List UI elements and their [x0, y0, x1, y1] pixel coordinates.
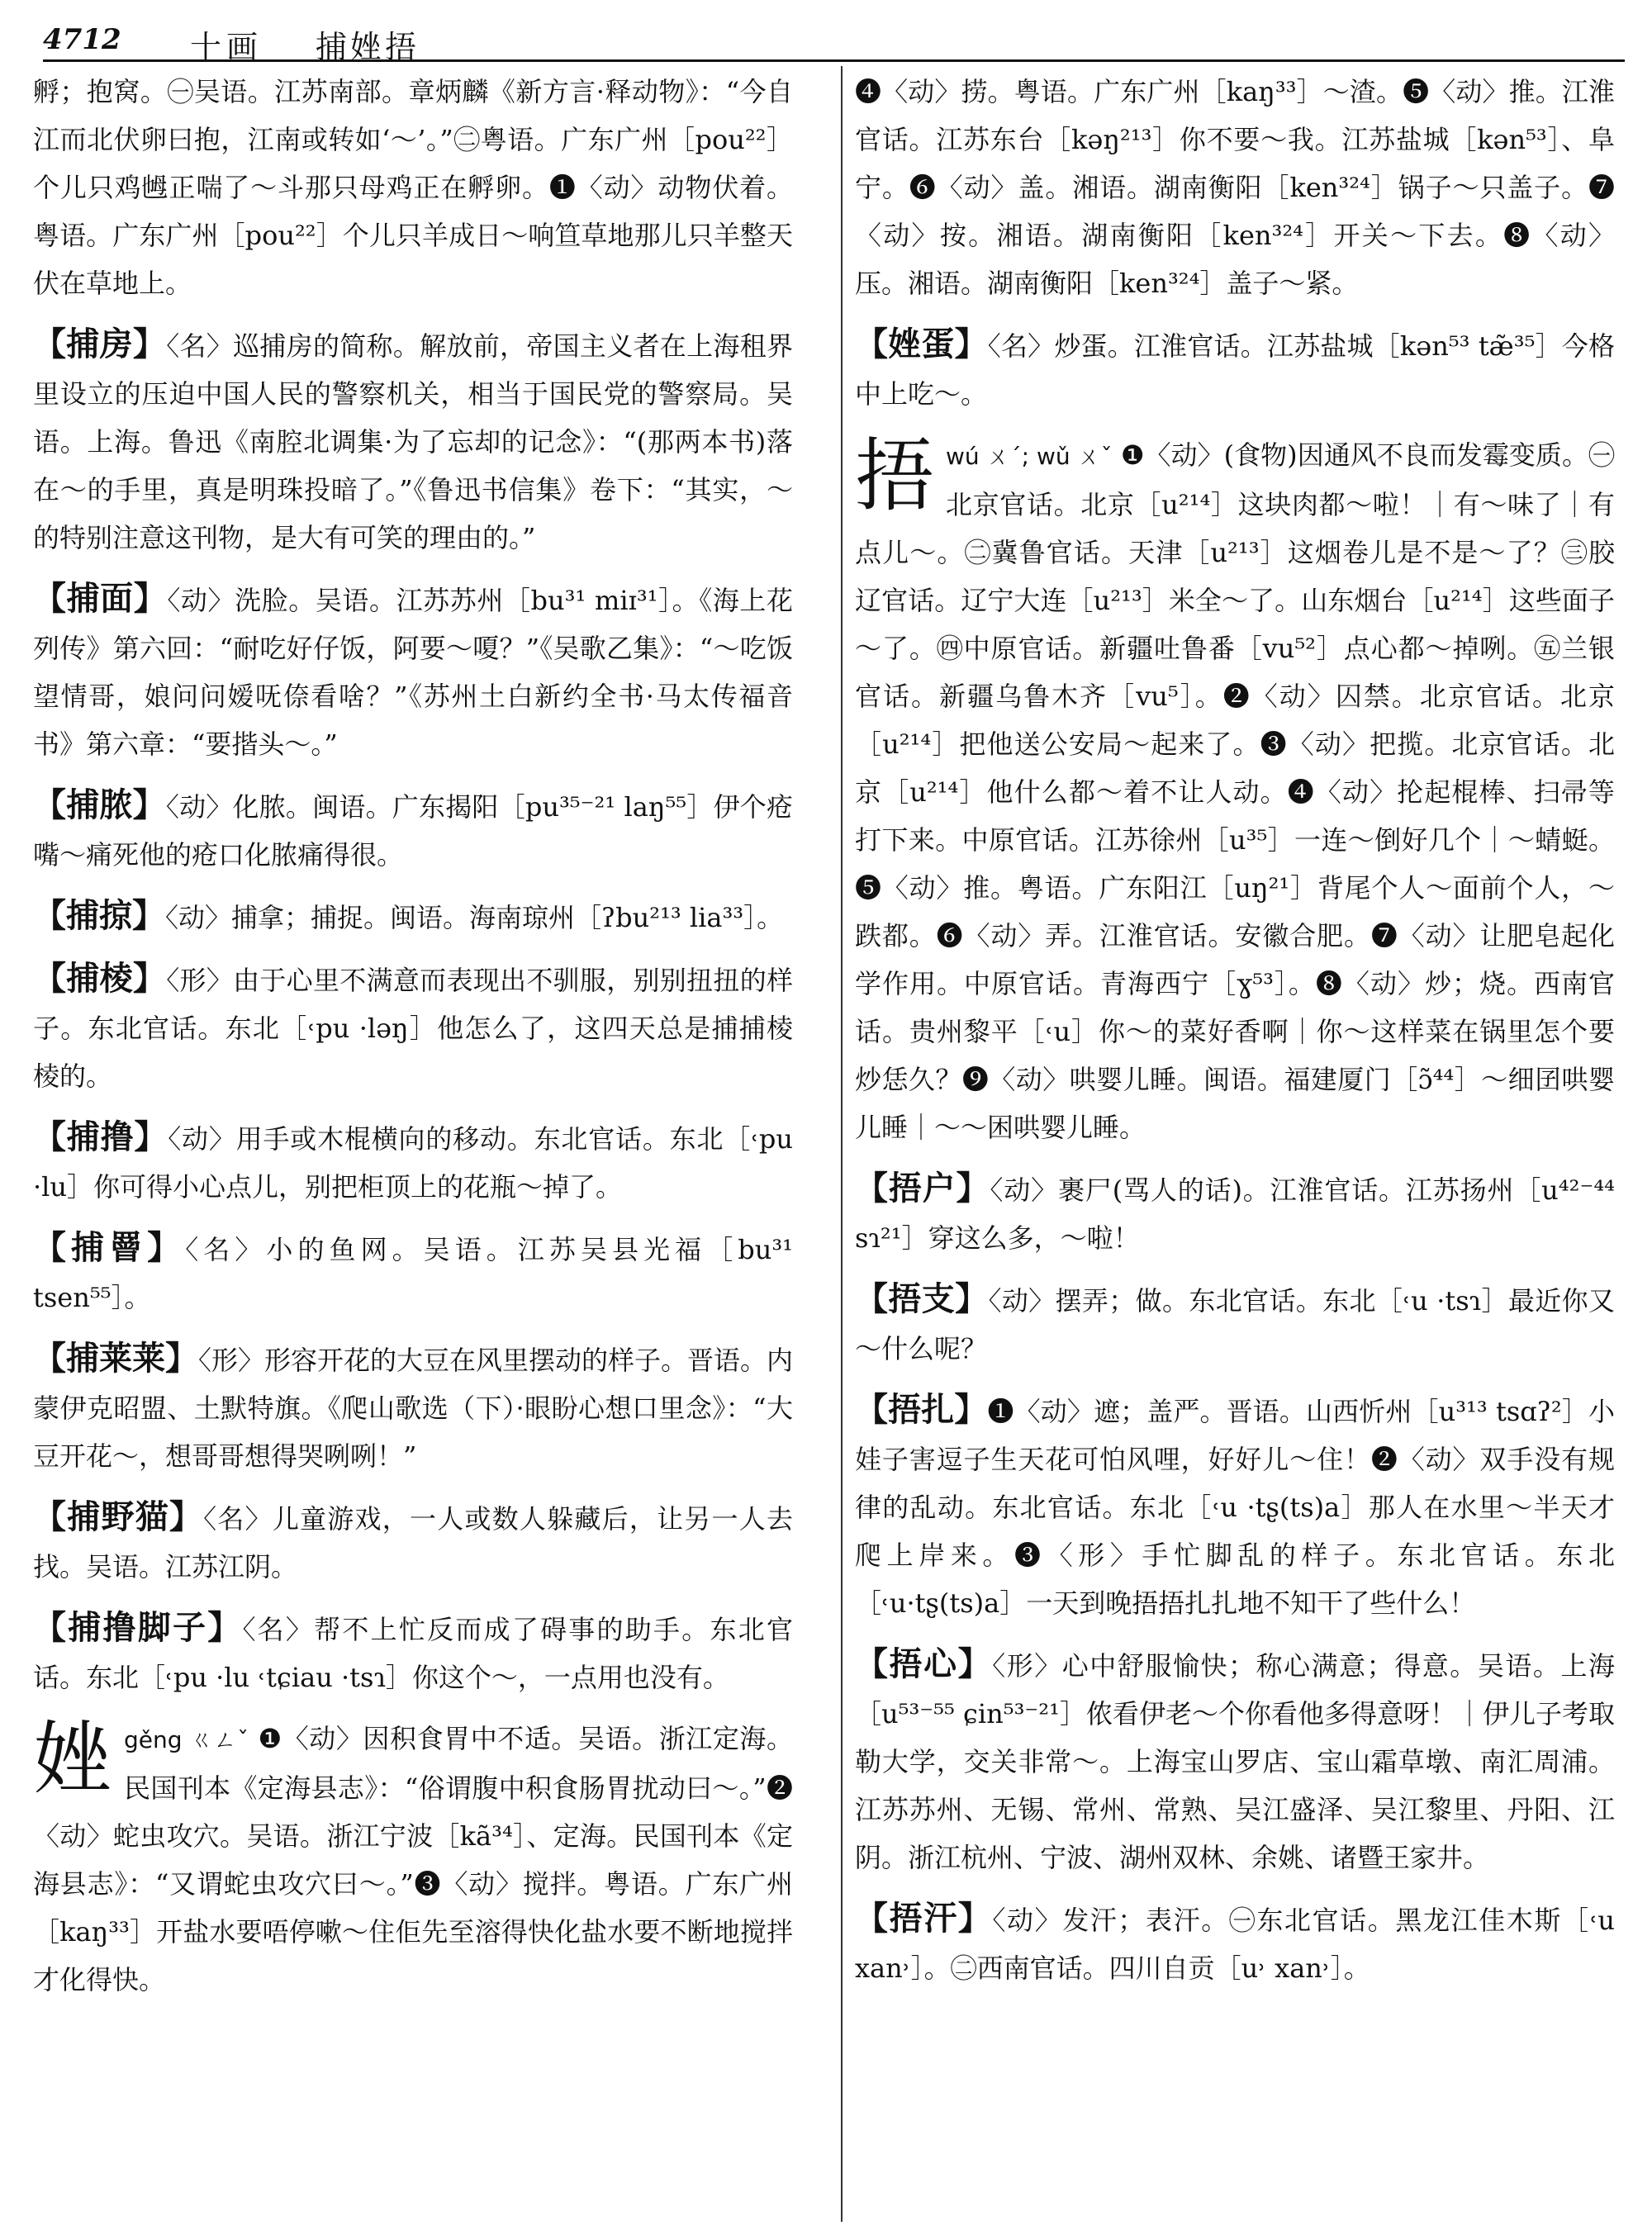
entry-headword: 【捂汗】 — [855, 1899, 993, 1938]
entry-definition: ❶〈动〉(食物)因通风不良而发霉变质。㊀北京官话。北京［u²¹⁴］这块肉都～啦！｜有～味了｜有点儿～。㊁冀鲁官话。天津［u²¹³］这烟卷儿是不是～了？㊂胶辽官话。辽宁大连［u²¹³］米全～了。山东烟台［u²¹⁴］这些面子～了。㊃中原官话。新疆吐鲁番［vu⁵²］点心都～掉咧。㊄兰银官话。新疆乌鲁木齐［vu⁵］。❷〈动〉囚禁。北京官话。北京［u²¹⁴］把他送公安局～起来了。❸〈动〉把揽。北京官话。北京［u²¹⁴］他什么都～着不让人动。❹〈动〉抡起棍棒、扫帚等打下来。中原官话。江苏徐州［u³⁵］一连～倒好几个｜～蜻蜓。❺〈动〉推。粤语。广东阳江［uŋ²¹］背尾个人～面前个人，～跌都。❻〈动〉弄。江淮官话。安徽合肥。❼〈动〉让肥皂起化学作用。中原官话。青海西宁［ɣ⁵³］。❽〈动〉炒；烧。西南官话。贵州黎平［˓u］你～的菜好香啊｜你～这样菜在锅里怎个要炒恁久？❾〈动〉哄婴儿睡。闽语。福建厦门［ɔ̃⁴⁴］～细囝哄婴儿睡｜～～困哄婴儿睡。 — [855, 439, 1615, 1143]
entry-definition: ❶〈动〉遮；盖严。晋语。山西忻州［u³¹³ tsɑʔ²］小娃子害逗子生天花可怕风哩，好好儿～住！❷〈动〉双手没有规律的乱动。东北官话。东北［˓u ·tʂ(ts)a］那人在水里～半天才爬上岸来。❸〈形〉手忙脚乱的样子。东北官话。东北［˓u·tʂ(ts)a］一天到晚捂捂扎扎地不知干了些什么！ — [855, 1396, 1615, 1619]
entry-headword: 【捂支】 — [855, 1279, 989, 1318]
entry — [855, 1275, 1615, 1373]
head-character: 㛗 — [33, 1713, 112, 1805]
right-column — [855, 68, 1615, 2215]
entry-definition: 〈名〉小的鱼网。吴语。江苏吴县光福［bu³¹ tsen⁵⁵］。 — [33, 1234, 793, 1313]
entry-headword: 【捕脓】 — [33, 785, 166, 824]
character-entry — [33, 1715, 793, 2004]
head-character: 捂 — [855, 429, 934, 522]
entry — [855, 1165, 1615, 1262]
entry-definition: 〈形〉由于心里不满意而表现出不驯服，别别扭扭的样子。东北官话。东北［˓pu ·ləŋ］他怎么了，这四天总是捕捕棱棱的。 — [33, 965, 793, 1092]
entry-definition: 〈名〉儿童游戏，一人或数人躲藏后，让另一人去找。吴语。江苏江阴。 — [33, 1503, 793, 1582]
entry-headword: 【捕撸脚子】 — [33, 1608, 243, 1647]
entry-definition: 〈动〉化脓。闽语。广东揭阳［pu³⁵⁻²¹ laŋ⁵⁵］伊个疮嘴～痛死他的疮口化脓痛得很。 — [33, 791, 793, 871]
entry-headword: 【捕罾】 — [33, 1228, 186, 1267]
entry-headword: 【捕棱】 — [33, 959, 167, 998]
entry-definition: 〈动〉摆弄；做。东北官话。东北［˓u ·tsɿ］最近你又～什么呢？ — [855, 1285, 1615, 1364]
entry — [33, 575, 793, 768]
entry-headword: 【捕掠】 — [33, 896, 165, 935]
entry-headword: 【捕撸】 — [33, 1117, 169, 1156]
entry-definition: 〈形〉心中舒服愉快；称心满意；得意。吴语。上海［u⁵³⁻⁵⁵ ɕin⁵³⁻²¹］侬看伊老～个你看他多得意呀！｜伊儿子考取勒大学，交关非常～。上海宝山罗店、宝山霜草墩、南汇周浦。江苏苏州、无锡、常州、常熟、吴江盛泽、吴江黎里、丹阳、江阴。浙江杭州、宁波、湖州双林、余姚、诸暨王家井。 — [855, 1650, 1615, 1873]
pronunciation: wú ㄨˊ; wǔ ㄨˇ — [946, 443, 1113, 470]
column-divider — [841, 66, 843, 2222]
header-rule — [43, 59, 1625, 62]
entry — [33, 781, 793, 879]
pronunciation: gěng ㄍㄥˇ — [124, 1726, 249, 1753]
entry-headword: 【捕莱莱】 — [33, 1339, 198, 1378]
character-entry — [855, 431, 1615, 1151]
entry — [33, 1224, 793, 1321]
entry-definition: 〈动〉裹尸(骂人的话)。江淮官话。江苏扬州［u⁴²⁻⁴⁴ sɿ²¹］穿这么多，～啦！ — [855, 1174, 1615, 1254]
entry-continuation: ❹〈动〉捞。粤语。广东广州［kaŋ³³］～渣。❺〈动〉推。江淮官话。江苏东台［kəŋ²¹³］你不要～我。江苏盐城［kən⁵³］、阜宁。❻〈动〉盖。湘语。湖南衡阳［ken³²⁴］锅子～只盖子。❼〈动〉按。湘语。湖南衡阳［ken³²⁴］开关～下去。❽〈动〉压。湘语。湖南衡阳［ken³²⁴］盖子～紧。 — [855, 76, 1615, 299]
entry-headword: 【捂心】 — [855, 1644, 993, 1683]
entry — [855, 1640, 1615, 1881]
entry — [33, 955, 793, 1100]
page-header — [43, 20, 1612, 65]
entry-headword: 【捕房】 — [33, 325, 167, 363]
entry-headword: 【捂扎】 — [855, 1390, 988, 1429]
entry-definition: ❶〈动〉因积食胃中不适。吴语。浙江定海。民国刊本《定海县志》：“俗谓腹中积食肠胃扰动曰～。”❷〈动〉蛇虫攻穴。吴语。浙江宁波［kã³⁴］、定海。民国刊本《定海县志》：“又谓蛇虫攻穴曰～。”❸〈动〉搅拌。粤语。广东广州［kaŋ³³］开盐水要唔停嗽～住佢先至溶得快化盐水要不断地搅拌才化得快。 — [33, 1723, 793, 1995]
guide-characters: 捕㛗捂 — [316, 29, 420, 65]
entry — [855, 320, 1615, 418]
entry-headword: 【捂户】 — [855, 1169, 990, 1208]
entry-headword: 【㛗蛋】 — [855, 325, 988, 363]
entry-headword: 【捕面】 — [33, 579, 168, 618]
entry-definition: 〈形〉形容开花的大豆在风里摆动的样子。晋语。内蒙伊克昭盟、土默特旗。《爬山歌选（下）·眼盼心想口里念》：“大豆开花～，想哥哥想得哭咧咧！” — [33, 1345, 793, 1472]
entry — [855, 1386, 1615, 1627]
entry-definition: 〈动〉洗脸。吴语。江苏苏州［bu³¹ miɪ³¹］。《海上花列传》第六回：“耐吃好仔饭，阿要～嗄？”《吴歌乙集》：“～吃饭望情哥，娘问问嫒呒倷看啥？”《苏州土白新约全书·马太传福音书》第六章：“要揩头～。” — [33, 585, 793, 760]
entry — [33, 320, 793, 562]
entry — [33, 1113, 793, 1211]
entry — [33, 1604, 793, 1701]
entry — [33, 1335, 793, 1480]
entry-definition: 〈动〉用手或木棍横向的移动。东北官话。东北［˓pu ·lu］你可得小心点儿，别把柜顶上的花瓶～掉了。 — [33, 1123, 793, 1203]
entry-definition: 〈名〉帮不上忙反而成了碍事的助手。东北官话。东北［˓pu ·lu ˓tɕiau ·tsɿ］你这个～，一点用也没有。 — [33, 1614, 793, 1693]
entry-headword: 【捕野猫】 — [33, 1497, 204, 1536]
entry — [855, 1895, 1615, 1992]
entry-definition: 〈名〉炒蛋。江淮官话。江苏盐城［kən⁵³ tæ̃³⁵］今格中上吃～。 — [855, 330, 1615, 410]
entry — [33, 1493, 793, 1591]
page-number: 4712 — [43, 23, 121, 56]
stroke-section: 十画 — [190, 29, 263, 65]
entry-definition: 〈名〉巡捕房的简称。解放前，帝国主义者在上海租界里设立的压迫中国人民的警察机关，相当于国民党的警察局。吴语。上海。鲁迅《南腔北调集·为了忘却的记念》：“(那两本书)落在～的手里，真是明珠投暗了。”《鲁迅书信集》卷下：“其实，～的特别注意这刊物，是大有可笑的理由的。” — [33, 330, 793, 553]
left-column — [33, 68, 793, 2215]
entry-continuation: 孵；抱窝。㊀吴语。江苏南部。章炳麟《新方言·释动物》：“今自江而北伏卵曰抱，江南或转如‘～’。”㊁粤语。广东广州［pou²²］个儿只鸡乸正喘了～斗那只母鸡正在孵卵。❶〈动〉动物伏着。粤语。广东广州［pou²²］个儿只羊成日～响笪草地那儿只羊整天伏在草地上。 — [33, 76, 793, 299]
entry-definition: 〈动〉捕拿；捕捉。闽语。海南琼州［ʔbu²¹³ lia³³］。 — [165, 902, 784, 933]
entry — [33, 892, 793, 942]
entry-definition: 〈动〉发汗；表汗。㊀东北官话。黑龙江佳木斯［˓u xan˒］。㊁西南官话。四川自贡［u˒ xan˒］。 — [855, 1905, 1615, 1984]
